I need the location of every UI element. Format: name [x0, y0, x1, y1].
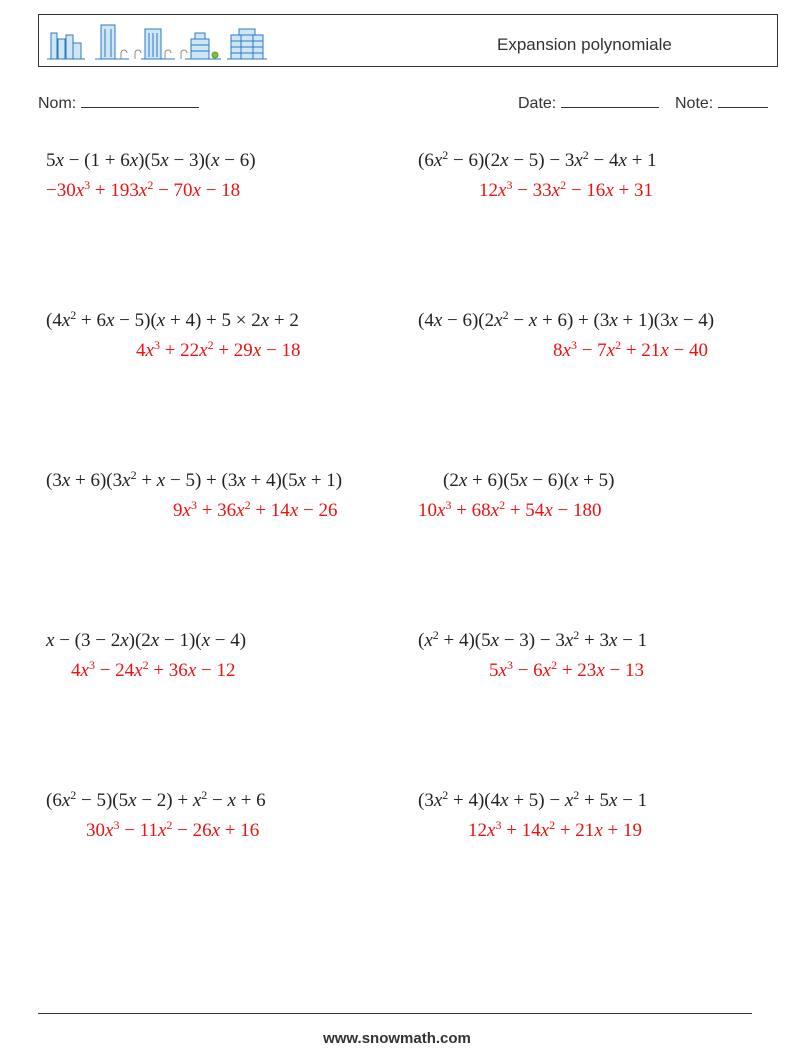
problem-expression: $(6x^2 - 5)(5x - 2) + x^2 - x + 6$: [46, 788, 266, 811]
problem-item: [418, 790, 647, 842]
footer-url: www.snowmath.com: [323, 1030, 471, 1047]
answer-expression: $4x^3 + 22x^2 + 29x - 18$: [136, 338, 301, 361]
problem-item: [46, 470, 342, 522]
problem-expression: $(3x + 6)(3x^2 + x - 5) + (3x + 4)(5x + 1)$: [46, 468, 343, 491]
date-field: [518, 93, 659, 113]
answer-expression: $12x^3 + 14x^2 + 21x + 19$: [468, 818, 642, 841]
problem-item: [418, 310, 714, 362]
name-label: Nom:: [38, 95, 77, 112]
problem-expression: (2x + 6)(5x − 6)(x + 5): [443, 470, 615, 491]
answer-expression: $4x^3 - 24x^2 + 36x - 12$: [71, 658, 236, 681]
date-blank: [561, 93, 659, 108]
note-label: Note:: [675, 95, 714, 112]
note-blank: [718, 93, 768, 108]
city-buildings-logo: [45, 21, 277, 61]
problem-item: [418, 150, 657, 202]
worksheet-title: Expansion polynomiale: [497, 35, 672, 54]
answer-expression: $10x^3 + 68x^2 + 54x - 180$: [418, 498, 602, 521]
answer-expression: $-30x^3 + 193x^2 - 70x - 18$: [46, 178, 241, 201]
problem-expression: x − (3 − 2x)(2x − 1)(x − 4): [46, 630, 247, 651]
answer-expression: $12x^3 - 33x^2 - 16x + 31$: [479, 178, 653, 201]
answer-expression: $9x^3 + 36x^2 + 14x - 26$: [173, 498, 338, 521]
problem-expression: $(4x^2 + 6x - 5)(x + 4) + 5 \times 2x + 2$: [46, 308, 299, 331]
problem-item: [46, 790, 266, 842]
footer-divider: [38, 1013, 752, 1014]
problem-item: [46, 150, 256, 202]
problem-expression: 5x − (1 + 6x)(5x − 3)(x − 6): [46, 150, 256, 171]
problem-item: [418, 470, 614, 522]
problem-expression: $(4x - 6)(2x^2 - x + 6) + (3x + 1)(3x - 4)$: [418, 308, 715, 331]
name-blank: [81, 93, 199, 108]
date-label: Date:: [518, 95, 557, 112]
answer-expression: $30x^3 - 11x^2 - 26x + 16$: [86, 818, 260, 841]
problem-item: [418, 630, 647, 682]
name-field: [38, 93, 199, 113]
note-field: [675, 93, 768, 113]
answer-expression: $5x^3 - 6x^2 + 23x - 13$: [489, 658, 644, 681]
problem-item: [46, 310, 300, 362]
problem-expression: $(3x^2 + 4)(4x + 5) - x^2 + 5x - 1$: [418, 788, 648, 811]
problem-expression: $(x^2 + 4)(5x - 3) - 3x^2 + 3x - 1$: [418, 628, 648, 651]
answer-expression: $8x^3 - 7x^2 + 21x - 40$: [553, 338, 708, 361]
worksheet-header: [38, 14, 778, 67]
problem-item: [46, 630, 246, 682]
problem-expression: $(6x^2 - 6)(2x - 5) - 3x^2 - 4x + 1$: [418, 148, 657, 171]
